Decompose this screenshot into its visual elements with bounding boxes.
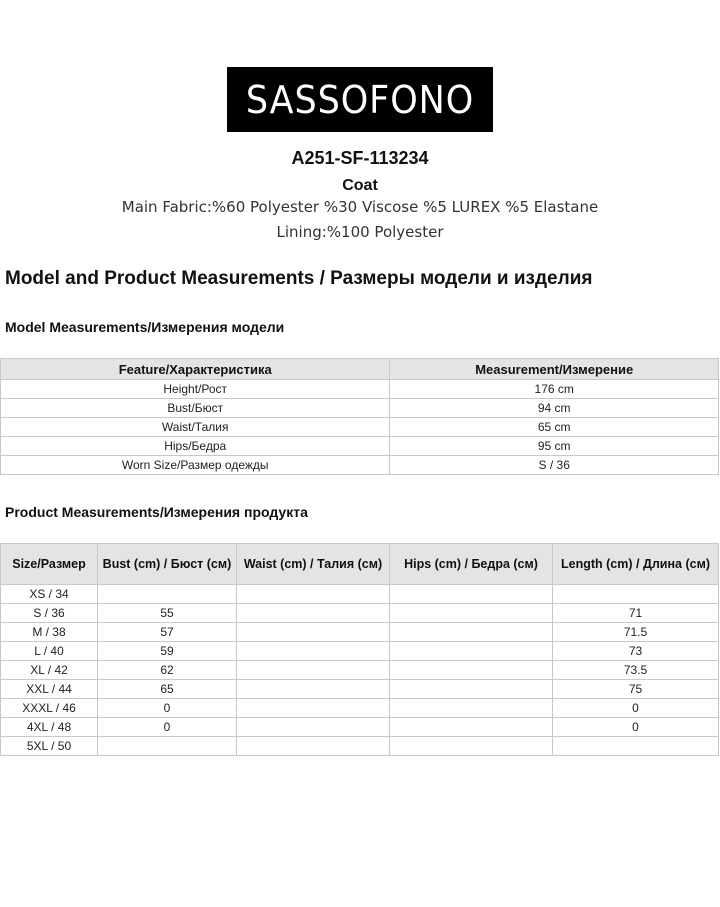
table-cell: 176 cm <box>390 380 719 399</box>
table-row <box>1 623 719 642</box>
table-cell: 62 <box>98 661 237 680</box>
table-cell <box>237 661 390 680</box>
table-cell: XS / 34 <box>1 585 98 604</box>
table-cell: 5XL / 50 <box>1 737 98 756</box>
table-cell: 0 <box>553 699 719 718</box>
product-type: Coat <box>342 177 378 194</box>
table-cell: 0 <box>553 718 719 737</box>
table-cell <box>390 642 553 661</box>
table-cell <box>237 699 390 718</box>
table-row <box>1 699 719 718</box>
column-header: Feature/Характеристика <box>1 359 390 380</box>
model-heading: Model Measurements/Измерения модели <box>5 319 285 335</box>
table-cell: Worn Size/Размер одежды <box>1 456 390 475</box>
table-cell: 65 cm <box>390 418 719 437</box>
table-cell <box>237 623 390 642</box>
table-row <box>1 380 719 399</box>
table-cell <box>390 604 553 623</box>
column-header: Size/Размер <box>1 544 98 585</box>
table-cell: 71.5 <box>553 623 719 642</box>
table-row <box>1 585 719 604</box>
table-cell: 95 cm <box>390 437 719 456</box>
table-cell: 0 <box>98 718 237 737</box>
table-cell: Bust/Бюст <box>1 399 390 418</box>
table-cell: 57 <box>98 623 237 642</box>
table-cell <box>237 737 390 756</box>
table-cell <box>390 737 553 756</box>
table-cell <box>237 718 390 737</box>
table-cell <box>390 661 553 680</box>
column-header: Hips (cm) / Бедра (см) <box>390 544 553 585</box>
column-header: Bust (cm) / Бюст (см) <box>98 544 237 585</box>
table-row <box>1 437 719 456</box>
product-measurements-table <box>0 543 719 756</box>
table-cell: 71 <box>553 604 719 623</box>
table-cell: S / 36 <box>390 456 719 475</box>
model-measurements-table <box>0 358 719 475</box>
table-cell: 75 <box>553 680 719 699</box>
table-header-row <box>1 544 719 585</box>
table-cell <box>237 642 390 661</box>
table-cell: 55 <box>98 604 237 623</box>
main-heading: Model and Product Measurements / Размеры модели и изделия <box>5 268 593 289</box>
table-row <box>1 456 719 475</box>
table-cell <box>553 585 719 604</box>
table-cell <box>237 604 390 623</box>
brand-logo-text: SASSOFONO <box>245 77 475 122</box>
table-row <box>1 604 719 623</box>
table-cell <box>390 680 553 699</box>
table-cell: 73 <box>553 642 719 661</box>
table-cell <box>237 680 390 699</box>
table-cell: XXL / 44 <box>1 680 98 699</box>
table-cell: 73.5 <box>553 661 719 680</box>
table-row <box>1 418 719 437</box>
table-row <box>1 661 719 680</box>
lining-fabric: Lining:%100 Polyester <box>276 223 444 241</box>
table-row <box>1 680 719 699</box>
table-cell <box>553 737 719 756</box>
brand-logo <box>227 67 493 132</box>
column-header: Waist (cm) / Талия (см) <box>237 544 390 585</box>
main-fabric: Main Fabric:%60 Polyester %30 Viscose %5 LUREX %5 Elastane <box>121 198 599 216</box>
table-row <box>1 642 719 661</box>
table-cell: XL / 42 <box>1 661 98 680</box>
table-cell <box>390 623 553 642</box>
table-cell: S / 36 <box>1 604 98 623</box>
table-cell: 94 cm <box>390 399 719 418</box>
table-cell: XXXL / 46 <box>1 699 98 718</box>
table-row <box>1 718 719 737</box>
table-cell <box>98 737 237 756</box>
product-sku: A251-SF-113234 <box>291 148 429 168</box>
table-cell: Waist/Талия <box>1 418 390 437</box>
table-cell: L / 40 <box>1 642 98 661</box>
table-row <box>1 737 719 756</box>
table-cell: Hips/Бедра <box>1 437 390 456</box>
table-header-row <box>1 359 719 380</box>
table-cell <box>98 585 237 604</box>
table-cell: Height/Рост <box>1 380 390 399</box>
table-cell: 4XL / 48 <box>1 718 98 737</box>
column-header: Measurement/Измерение <box>390 359 719 380</box>
table-cell <box>390 718 553 737</box>
table-cell: 65 <box>98 680 237 699</box>
table-cell: 59 <box>98 642 237 661</box>
product-heading: Product Measurements/Измерения продукта <box>5 504 308 520</box>
table-cell <box>237 585 390 604</box>
column-header: Length (cm) / Длина (см) <box>553 544 719 585</box>
table-cell <box>390 585 553 604</box>
table-cell: 0 <box>98 699 237 718</box>
table-cell: M / 38 <box>1 623 98 642</box>
table-row <box>1 399 719 418</box>
table-cell <box>390 699 553 718</box>
